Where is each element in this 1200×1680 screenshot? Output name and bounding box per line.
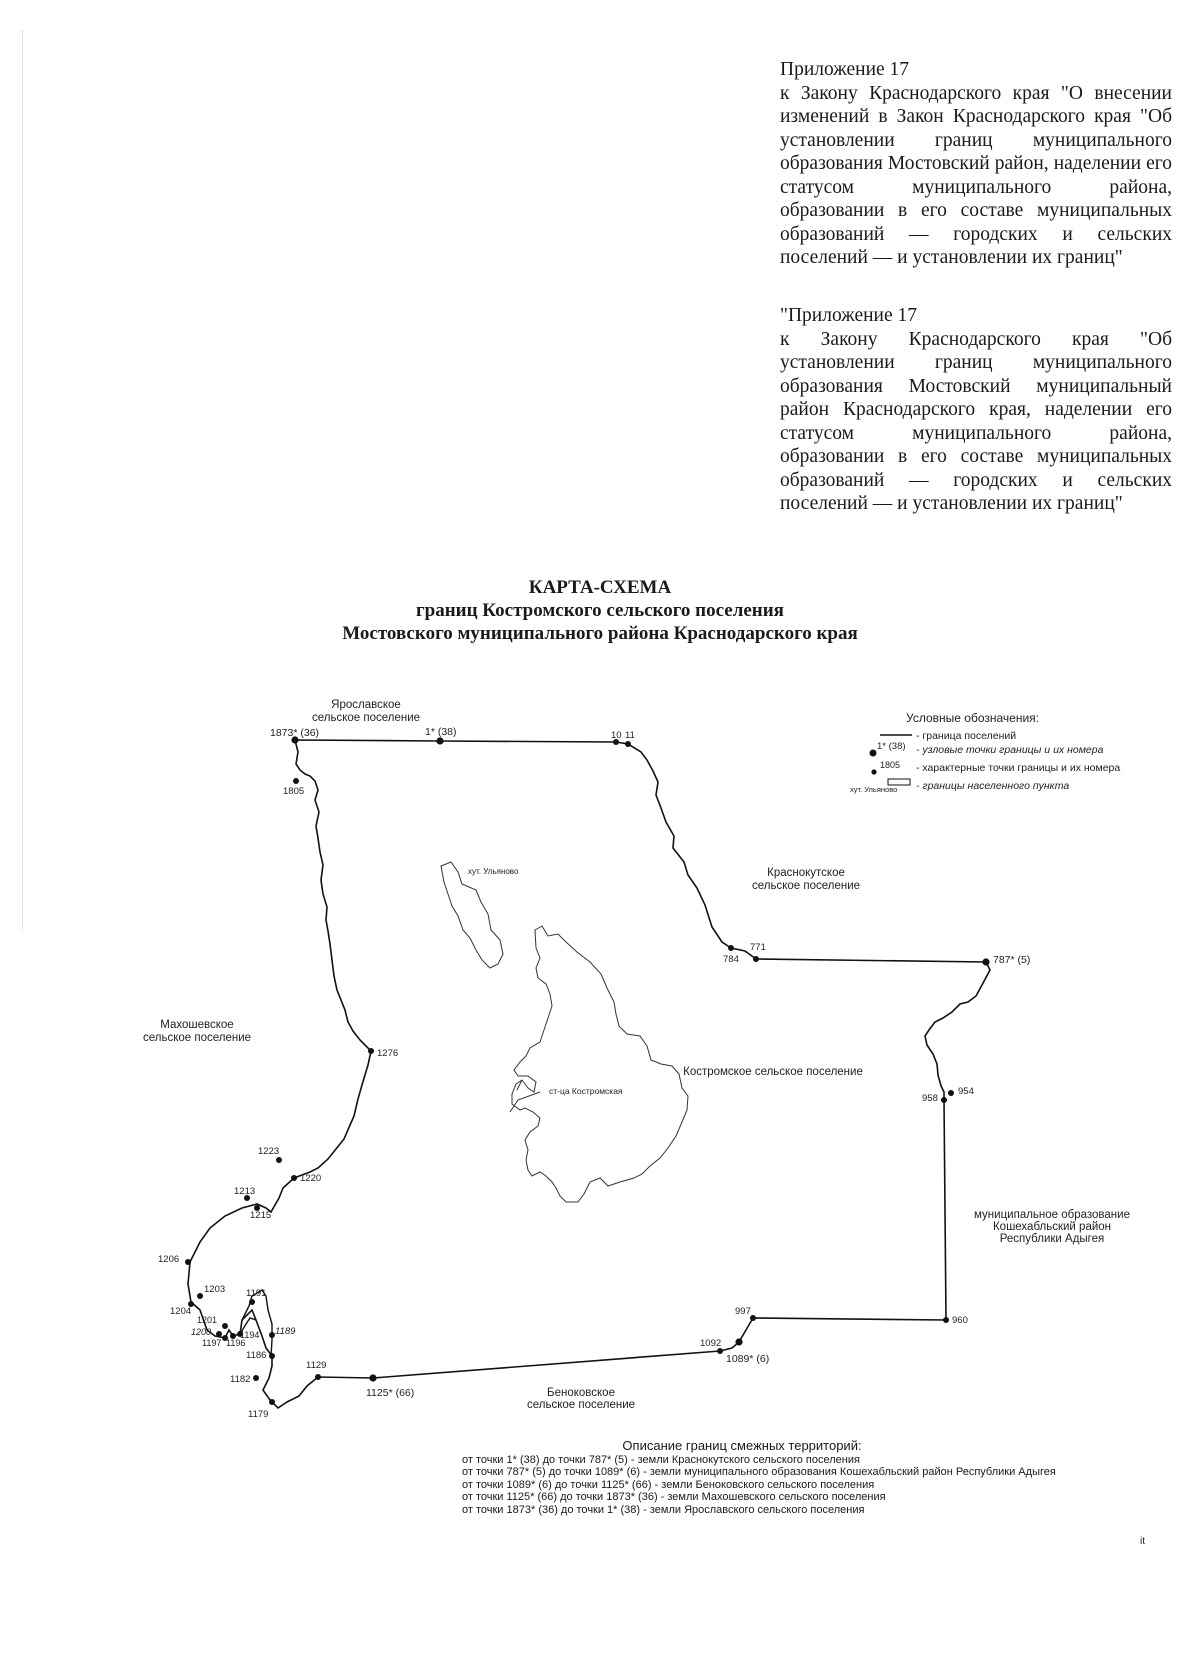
point-1089-label: 1089* (6) [726, 1353, 770, 1365]
map-legend [850, 711, 1120, 794]
region-krasnokutskoe-line-2: сельское поселение [751, 880, 861, 892]
point-1200-label: 1200 [191, 1327, 212, 1337]
region-koshekhabl-line-1: муниципальное образование [974, 1209, 1130, 1221]
legend-item-2-text: - узловые точки границы и их номера [916, 744, 1104, 756]
point-11-label: 11 [625, 730, 635, 741]
region-krasnokutskoe-line-1: Краснокутское [767, 867, 845, 879]
point-960-label: 960 [952, 1315, 968, 1326]
point-1204-label: 1204 [170, 1306, 192, 1317]
settlement-boundary [188, 740, 990, 1408]
point-1223-label: 1223 [258, 1146, 280, 1157]
point-997-label: 997 [735, 1306, 751, 1317]
region-yaroslavskoe-line-2: сельское поселение [311, 712, 421, 724]
legend-item-4-text: - границы населенного пункта [916, 780, 1070, 792]
appendix-original-head: "Приложение 17 [780, 305, 917, 326]
point-1092-label: 1092 [700, 1338, 722, 1349]
point-1179-label: 1179 [248, 1409, 269, 1420]
map-title-line-2: границ Костромского сельского поселения [416, 600, 784, 621]
point-771-label: 771 [750, 942, 766, 953]
point-784-label: 784 [723, 954, 739, 965]
point-1197-label: 1197 [202, 1338, 222, 1348]
point-784-marker [728, 945, 734, 951]
point-1203-marker [197, 1293, 203, 1299]
region-kostromskoe: Костромское сельское поселение [683, 1066, 863, 1078]
description-line: от точки 1089* (6) до точки 1125* (66) - земли Беноковского сельского поселения [462, 1478, 875, 1491]
point-1196-label: 1196 [226, 1338, 246, 1348]
kostromskaya-boundary [512, 926, 688, 1202]
description-line: от точки 787* (5) до точки 1089* (6) - земли муниципального образования Кошехабльский район Республики Адыгея [462, 1466, 1056, 1478]
settlement-kostromskaya-label: ст-ца Костромская [549, 1086, 623, 1096]
point-1201-marker [222, 1323, 228, 1329]
point-771-marker [753, 956, 759, 962]
page-mark: it [1140, 1536, 1145, 1547]
description-line: от точки 1125* (66) до точки 1873* (36) - земли Махошевского сельского поселения [462, 1491, 886, 1503]
map-title-line-3: Мостовского муниципального района Краснодарского края [342, 623, 858, 644]
region-makhoshevskoe-line-1: Махошевское [160, 1019, 234, 1031]
legend-char-point-marker [871, 769, 876, 774]
appendix-current-head: Приложение 17 [780, 59, 910, 80]
point-787-marker [982, 958, 989, 965]
legend-settlement-label: хут. Ульяново [850, 785, 898, 794]
point-1182-marker [253, 1375, 259, 1381]
settlement-ulyanovo-label: хут. Ульяново [468, 867, 519, 876]
point-1129-label: 1129 [306, 1360, 327, 1371]
map-title-line-1: КАРТА-СХЕМА [528, 577, 672, 598]
point-1201-label: 1201 [197, 1315, 218, 1325]
point-1191-label: 1191 [246, 1288, 267, 1299]
region-benokovskoe-line-1: Беноковское [547, 1387, 615, 1399]
region-makhoshevskoe-line-2: сельское поселение [142, 1032, 252, 1044]
point-960-marker [943, 1317, 949, 1323]
region-benokovskoe-line-2: сельское поселение [526, 1399, 636, 1411]
point-1203-label: 1203 [204, 1284, 226, 1295]
point-997-marker [750, 1315, 756, 1321]
point-954-marker [948, 1090, 954, 1096]
point-1194-label: 1194 [240, 1330, 260, 1340]
point-1220-label: 1220 [300, 1173, 322, 1184]
description-line: от точки 1* (38) до точки 787* (5) - земли Краснокутского сельского поселения [462, 1453, 860, 1466]
legend-title: Условные обозначения: [906, 711, 1039, 725]
point-954-label: 954 [958, 1086, 974, 1097]
description-line: от точки 1873* (36) до точки 1* (38) - земли Ярославского сельского поселения [462, 1503, 865, 1516]
legend-char-point-label: 1805 [880, 760, 901, 770]
point-1873-label: 1873* (36) [270, 727, 320, 739]
legend-node-point-marker [870, 750, 877, 757]
point-1-marker [436, 737, 443, 744]
appendix-current-body: к Закону Краснодарского края "О внесении изменений в Закон Краснодарского края "Об установлении границ муниципального образования Мостовский район, наделении его статусом муниципального района, образовании в его составе муниципальных образований — городских и сельских поселений — и установлении их границ" [780, 82, 1172, 268]
point-1220-marker [291, 1175, 297, 1181]
ulyanovo-boundary [441, 862, 503, 968]
point-1186-label: 1186 [246, 1350, 267, 1361]
point-1213-label: 1213 [234, 1186, 256, 1197]
point-787-label: 787* (5) [993, 954, 1031, 966]
point-1805-label: 1805 [283, 786, 305, 797]
point-1189-label: 1189 [275, 1326, 296, 1337]
region-yaroslavskoe-line-1: Ярославское [331, 699, 401, 711]
legend-item-3-text: - характерные точки границы и их номера [916, 762, 1121, 774]
point-1129-marker [315, 1374, 321, 1380]
point-1179-marker [269, 1399, 275, 1405]
point-1125-marker [369, 1374, 376, 1381]
point-11-marker [625, 741, 631, 747]
point-1200-marker [216, 1331, 222, 1337]
point-958-label: 958 [922, 1093, 938, 1104]
boundary-points [185, 736, 990, 1405]
point-1215-label: 1215 [250, 1210, 272, 1221]
appendix-original-body: к Закону Краснодарского края "Об установлении границ муниципального образования Мостовский муниципальный район Краснодарского края, наделении его статусом муниципального района, образовании в его составе муниципальных образований — городских и сельских поселений — и установлении их границ" [780, 328, 1172, 514]
point-958-marker [941, 1097, 947, 1103]
description-title: Описание границ смежных территорий: [622, 1438, 862, 1453]
point-1276-label: 1276 [377, 1048, 399, 1059]
legend-item-1-text: - граница поселений [916, 730, 1017, 742]
point-10-label: 10 [611, 730, 622, 741]
point-1276-marker [368, 1048, 374, 1054]
point-1191-marker [249, 1299, 255, 1305]
point-1-label: 1* (38) [425, 726, 457, 738]
point-1125-label: 1125* (66) [366, 1387, 415, 1399]
point-1223-marker [276, 1157, 282, 1163]
point-1089-marker [735, 1338, 742, 1345]
adjacent-territories-description [462, 1440, 1162, 1516]
legend-node-point-label: 1* (38) [877, 741, 906, 752]
point-1182-label: 1182 [230, 1374, 251, 1385]
point-1805-marker [293, 778, 299, 784]
point-1206-label: 1206 [158, 1254, 180, 1265]
region-koshekhabl-line-3: Республики Адыгея [999, 1233, 1105, 1245]
region-koshekhabl-line-2: Кошехабльский район [992, 1221, 1112, 1233]
point-1186-marker [269, 1353, 275, 1359]
point-1206-marker [185, 1259, 191, 1265]
